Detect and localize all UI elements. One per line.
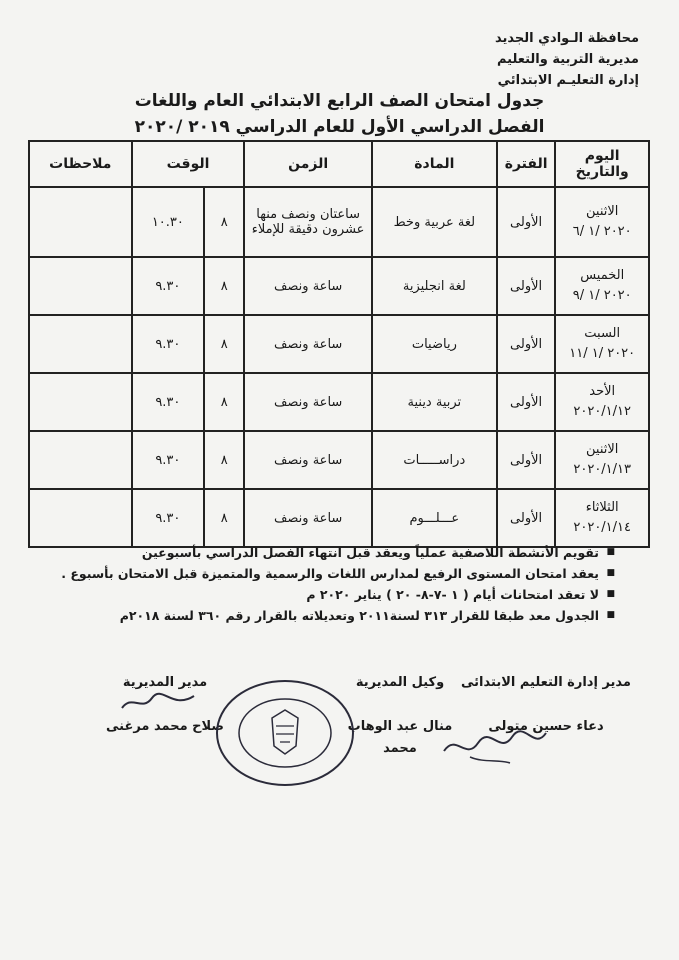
signature-name: صلاح محمد مرغنى <box>106 719 224 734</box>
day-cell <box>555 489 649 547</box>
note-item: ■ الجدول معد طبقا للقرار ٣١٣ لسنة٢٠١١ وتعديلاته بالقرار رقم ٣٦٠ لسنة ٢٠١٨م <box>19 605 599 626</box>
official-seal-icon <box>210 674 360 792</box>
header-period: الفترة <box>497 141 556 187</box>
header-duration: الزمن <box>244 141 372 187</box>
day-cell <box>555 431 649 489</box>
end-time-cell: ٩.٣٠ <box>132 373 205 431</box>
day-name: الاثنين <box>586 204 619 219</box>
subject-cell: رياضيات <box>372 315 497 373</box>
header-day: اليوم والتاريخ <box>555 141 649 187</box>
notes-cell <box>29 315 132 373</box>
table-row <box>29 187 649 257</box>
day-cell <box>555 187 649 257</box>
day-name: الثلاثاء <box>585 500 619 515</box>
start-time-cell: ٨ <box>204 489 244 547</box>
table-row <box>29 489 649 547</box>
duration-cell: ساعتان ونصف منها عشرون دقيقة للإملاء <box>244 187 372 257</box>
end-time-cell: ٩.٣٠ <box>132 431 205 489</box>
signature-scribble-icon <box>118 690 198 714</box>
start-time-cell: ٨ <box>204 431 244 489</box>
end-time-cell: ١٠.٣٠ <box>132 187 205 257</box>
start-time-cell: ٨ <box>204 257 244 315</box>
signature-title: مدير المديرية <box>122 675 208 690</box>
table-header-row <box>29 141 649 187</box>
document-title <box>0 88 679 140</box>
table-row <box>29 257 649 315</box>
subject-cell: لغة عربية وخط <box>372 187 497 257</box>
duration-cell: ساعة ونصف <box>244 257 372 315</box>
note-item: ■ تقويم الأنشطة اللاصفية عملياً ويعقد قبل انتهاء الفصل الدراسي بأسبوعين <box>19 542 599 563</box>
period-cell: الأولى <box>497 187 556 257</box>
day-date: ٢٠٢٠/١/١٤ <box>573 520 632 535</box>
notes-list <box>19 542 617 626</box>
day-date: ٢٠٢٠ /١ /٦ <box>572 224 632 239</box>
period-cell: الأولى <box>497 431 556 489</box>
note-item: ■ يعقد امتحان المستوى الرفيع لمدارس اللغات والرسمية والمتميزة قبل الامتحان بأسبوع . <box>19 563 599 584</box>
notes-cell <box>29 373 132 431</box>
day-cell <box>555 373 649 431</box>
title-line-1: جدول امتحان الصف الرابع الابتدائي العام واللغات <box>134 91 545 111</box>
start-time-cell: ٨ <box>204 373 244 431</box>
notes-cell <box>29 431 132 489</box>
subject-cell: لغة انجليزية <box>372 257 497 315</box>
duration-cell: ساعة ونصف <box>244 489 372 547</box>
directorate-name: مديرية التربية والتعليم <box>496 52 639 67</box>
table-row <box>29 431 649 489</box>
issuer-header <box>495 28 639 91</box>
signature-title: مدير إدارة التعليم الابتدائى <box>461 675 631 690</box>
notes-cell <box>29 187 132 257</box>
duration-cell: ساعة ونصف <box>244 315 372 373</box>
title-line-2: الفصل الدراسي الأول للعام الدراسي ٢٠١٩ /٢٠٢٠ <box>134 117 545 137</box>
exam-schedule-table <box>28 140 650 548</box>
note-item: ■ لا تعقد امتحانات أيام ( ١ -٧-٨- ٢٠ ) يناير ٢٠٢٠ م <box>19 584 599 605</box>
duration-cell: ساعة ونصف <box>244 431 372 489</box>
day-date: ٢٠٢٠ /١ /٩ <box>572 288 632 303</box>
header-subject: المادة <box>372 141 497 187</box>
day-date: ٢٠٢٠/١/١٢ <box>573 404 632 419</box>
signature-scribble-icon <box>440 725 550 767</box>
subject-cell: تربية دينية <box>372 373 497 431</box>
day-cell <box>555 315 649 373</box>
start-time-cell: ٨ <box>204 187 244 257</box>
duration-cell: ساعة ونصف <box>244 373 372 431</box>
period-cell: الأولى <box>497 315 556 373</box>
day-name: السبت <box>584 326 621 341</box>
period-cell: الأولى <box>497 489 556 547</box>
subject-cell: دراســـــات <box>372 431 497 489</box>
governorate-name: محافظة الـوادي الجديد <box>495 31 639 46</box>
notes-cell <box>29 257 132 315</box>
subject-cell: عـــلـــوم <box>372 489 497 547</box>
administration-name: إدارة التعليـم الابتدائي <box>497 73 639 88</box>
period-cell: الأولى <box>497 257 556 315</box>
table-row <box>29 315 649 373</box>
day-name: الاثنين <box>586 442 619 457</box>
day-name: الأحد <box>589 384 616 399</box>
day-date: ٢٠٢٠/١/١٣ <box>573 462 632 477</box>
period-cell: الأولى <box>497 373 556 431</box>
notes-cell <box>29 489 132 547</box>
day-name: الخميس <box>580 268 625 283</box>
header-time: الوقت <box>132 141 245 187</box>
end-time-cell: ٩.٣٠ <box>132 257 205 315</box>
day-cell <box>555 257 649 315</box>
end-time-cell: ٩.٣٠ <box>132 489 205 547</box>
header-notes: ملاحظات <box>29 141 132 187</box>
signature-title: وكيل المديرية <box>355 675 445 690</box>
signature-name: دعاء حسين متولى <box>488 719 604 734</box>
table-row <box>29 373 649 431</box>
start-time-cell: ٨ <box>204 315 244 373</box>
signature-name: منال عبد الوهاب محمد <box>347 719 453 756</box>
end-time-cell: ٩.٣٠ <box>132 315 205 373</box>
day-date: ٢٠٢٠ /١ /١١ <box>569 346 636 361</box>
